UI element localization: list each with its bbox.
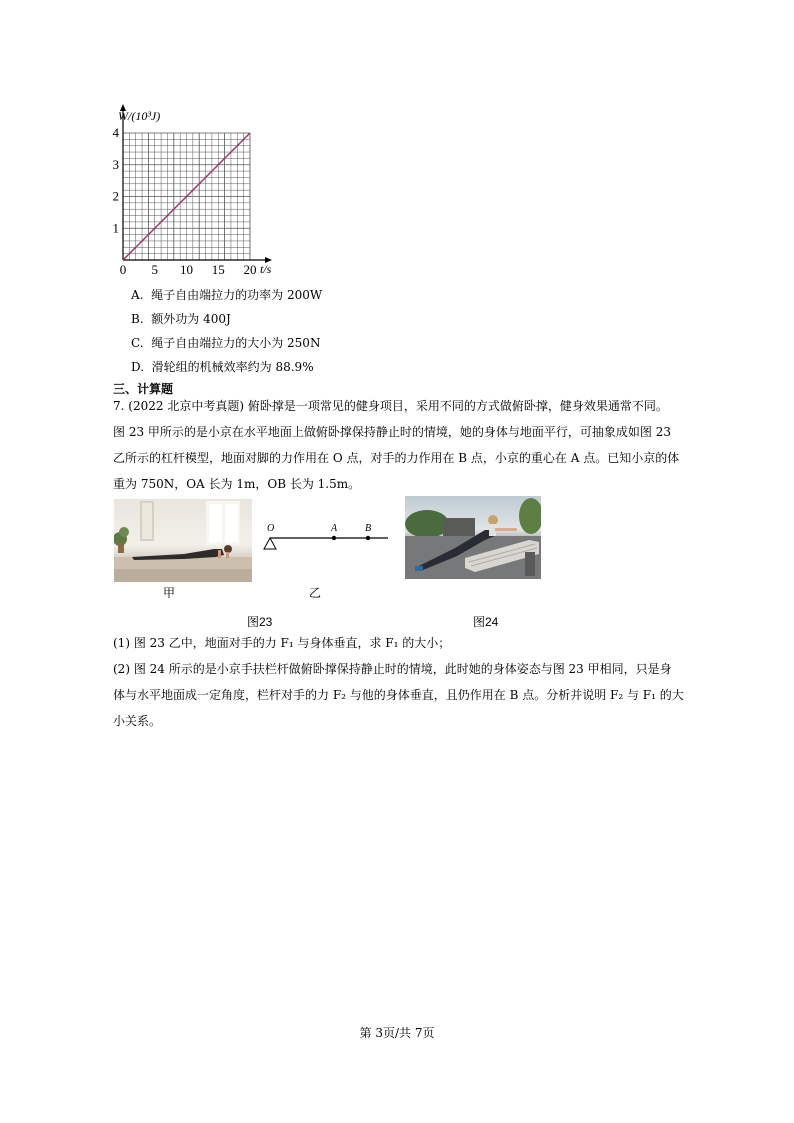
figure-24-caption: 图24 <box>473 615 499 629</box>
section-title: 三、计算题 <box>113 382 174 396</box>
y-tick-label: 3 <box>112 156 119 172</box>
y-tick-label: 1 <box>112 220 119 236</box>
option-b: B. 额外功为 400J <box>131 312 231 326</box>
point-a-dot <box>332 536 336 540</box>
point-o-label: O <box>267 523 275 534</box>
y-axis-label: W/(10³J) <box>118 109 161 123</box>
problem-line: 7. (2022 北京中考真题) 俯卧撑是一项常见的健身项目，采用不同的方式做俯卧撑，健身效果通常不同。 <box>113 399 668 413</box>
point-b-dot <box>366 536 370 540</box>
figure-23-jia-photo <box>114 499 252 582</box>
subquestion-2-line: 体与水平地面成一定角度，栏杆对手的力 F₂ 与他的身体垂直，且仍作用在 B 点。分析并说明 F₂ 与 F₁ 的大 <box>113 688 684 702</box>
x-tick-label: 20 <box>243 262 257 277</box>
figure-24-photo <box>405 496 541 579</box>
x-tick-label: 0 <box>119 262 127 277</box>
point-b-label: B <box>365 523 372 534</box>
subquestions <box>113 630 703 734</box>
option-c: C. 绳子自由端拉力的大小为 250N <box>131 336 321 350</box>
option-d: D. 滑轮组的机械效率约为 88.9% <box>131 360 314 374</box>
problem-line: 图 23 甲所示的是小京在水平地面上做俯卧撑保持静止时的情境，她的身体与地面平行，可抽象成如图 23 <box>113 425 671 439</box>
subquestion-2-line: (2) 图 24 所示的是小京手扶栏杆做俯卧撑保持静止时的情境，此时她的身体姿态与图 23 甲相同，只是身 <box>113 662 672 676</box>
options-list <box>131 288 322 384</box>
figure-23-jia-label: 甲 <box>163 586 176 600</box>
problem-line: 乙所示的杠杆模型，地面对脚的力作用在 O 点，对手的力作用在 B 点，小京的重心在 A 点。已知小京的体 <box>113 451 680 465</box>
x-tick-label: 15 <box>211 262 225 277</box>
y-tick-label: 4 <box>112 125 119 140</box>
x-tick-label: 5 <box>151 262 158 277</box>
work-time-chart <box>100 100 300 285</box>
subquestion-2-line: 小关系。 <box>113 714 162 728</box>
chart-axes <box>120 104 272 263</box>
x-tick-labels <box>120 262 257 277</box>
option-a: A. 绳子自由端拉力的功率为 200W <box>131 288 323 302</box>
y-tick-labels <box>113 125 120 235</box>
figure-23-caption: 图23 <box>247 615 273 629</box>
page-footer: 第 3页/共 7页 <box>359 1026 435 1040</box>
figure-23-yi-label: 乙 <box>309 586 322 600</box>
subquestion-1: (1) 图 23 乙中，地面对手的力 F₁ 与身体垂直，求 F₁ 的大小； <box>113 636 451 650</box>
y-tick-label: 2 <box>112 188 119 204</box>
point-a-label: A <box>331 523 338 534</box>
x-tick-label: 10 <box>180 262 193 277</box>
figure-23-yi-lever <box>260 519 395 554</box>
problem-line: 重为 750N，OA 长为 1m，OB 长为 1.5m。 <box>113 477 361 491</box>
problem-text <box>113 393 693 497</box>
x-axis-label: t/s <box>260 262 272 276</box>
